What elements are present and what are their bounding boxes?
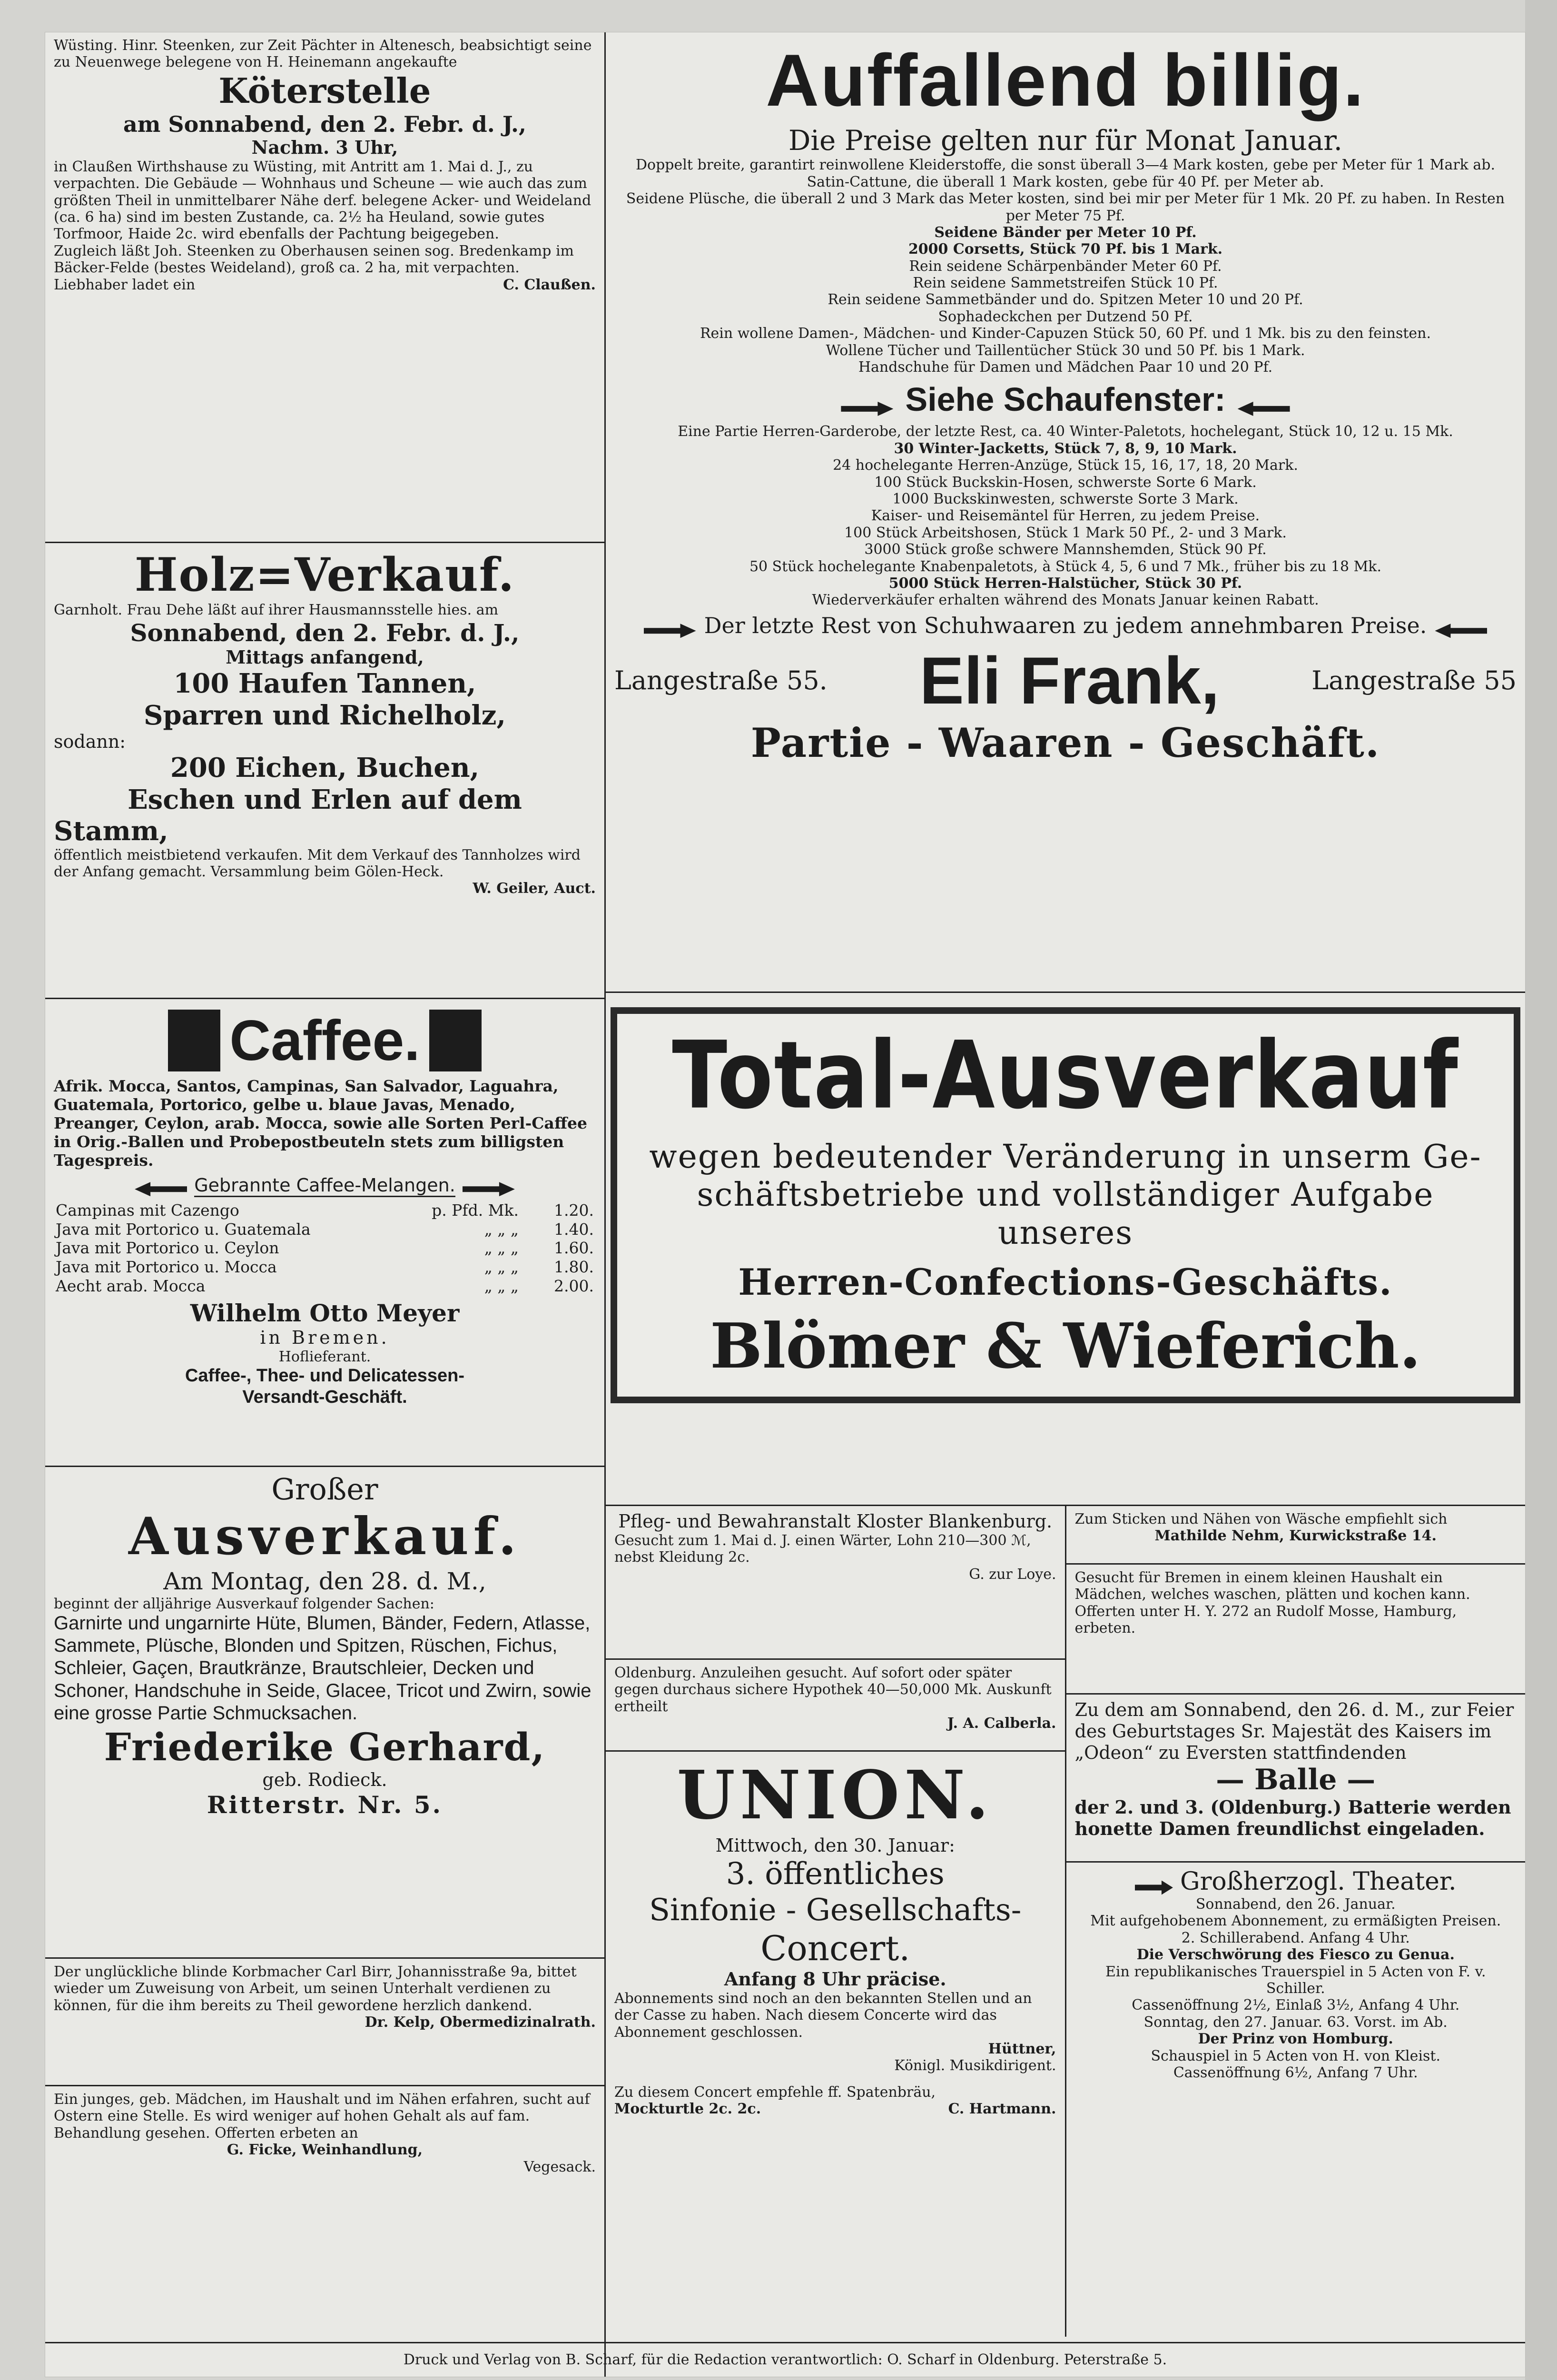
theater-l1: Mit aufgehobenem Abonnement, zu ermäßigten Preisen. <box>1090 1913 1501 1930</box>
pointing-hand-right-icon <box>1135 1881 1173 1895</box>
theater-title1: Die Verschwörung des Fiesco zu Genua. <box>1136 1946 1455 1964</box>
caffee-bar-left <box>168 1010 220 1071</box>
pointing-hand-left-icon <box>135 1182 187 1196</box>
ausverkauf-pre: Großer <box>271 1472 378 1507</box>
caffee-tag2: Versandt-Geschäft. <box>242 1387 407 1408</box>
caffee-ditto: „ „ „ <box>484 1239 519 1258</box>
koeterstelle-headline: Köterstelle <box>218 70 431 111</box>
billig-line2: Kaiser- und Reisemäntel für Herren, zu jedem Preise. <box>871 507 1260 525</box>
left-column <box>45 32 606 2377</box>
union-extra-sign-left: Mockturtle 2c. 2c. <box>614 2101 761 2118</box>
ad-bremen <box>1066 1565 1526 1695</box>
total-line3: Herren-Confections-Geschäfts. <box>738 1261 1393 1304</box>
ausverkauf-firm: Friederike Gerhard, <box>104 1724 546 1769</box>
caffee-item-name: Aecht arab. Mocca <box>56 1276 206 1295</box>
caffee-item-price: 1.40. <box>554 1220 594 1239</box>
ausverkauf-headline: Ausverkauf. <box>128 1507 522 1567</box>
newspaper-page <box>45 32 1525 2377</box>
caffee-item-name: Java mit Portorico u. Guatemala <box>56 1220 311 1239</box>
koeterstelle-sign-right: C. Claußen. <box>503 276 596 293</box>
balle-intro: Zu dem am Sonnabend, den 26. d. M., zur Feier des Geburtstages Sr. Majestät des Kaisers im „Odeon“ zu Eversten stattfindenden <box>1074 1699 1514 1763</box>
theater-headline: Großherzogl. Theater. <box>1180 1867 1457 1896</box>
ad-koeterstelle <box>45 32 604 543</box>
koeterstelle-time: Nachm. 3 Uhr, <box>251 137 398 158</box>
ad-total-ausverkauf <box>606 1007 1525 1506</box>
sticken-sign: Mathilde Nehm, Kurwickstraße 14. <box>1154 1527 1437 1545</box>
caffee-item-price: 1.80. <box>554 1257 594 1276</box>
holz-body: öffentlich meistbietend verkaufen. Mit dem Verkauf des Tannholzes wird der Anfang gemacht. Versammlung beim Gölen-Heck. <box>54 846 581 881</box>
maedchen-sign: G. Ficke, Weinhandlung, <box>227 2142 423 2159</box>
billig-line2: 24 hochelegante Herren-Anzüge, Stück 15, 16, 17, 18, 20 Mark. <box>833 457 1298 474</box>
caffee-price-table <box>54 1201 596 1295</box>
caffee-row <box>54 1258 596 1277</box>
pflege-body: Gesucht zum 1. Mai d. J. einen Wärter, Lohn 210—300 ℳ, nebst Kleidung 2c. <box>614 1532 1031 1566</box>
billig-line2: Eine Partie Herren-Garderobe, der letzte Rest, ca. 40 Winter-Paletots, hochelegant, Stück 10, 12 u. 15 Mk. <box>678 423 1453 440</box>
ausverkauf-date: Am Montag, den 28. d. M., <box>163 1567 486 1595</box>
union-l2: Sinfonie - Gesellschafts- <box>649 1892 1022 1928</box>
holz-intro: Garnholt. Frau Dehe läßt auf ihrer Hausmannsstelle hies. am <box>54 602 499 619</box>
ad-caffee <box>45 999 604 1467</box>
imprint-footer: Druck und Verlag von B. Scharf, für die Redaction verantwortlich: O. Scharf in Oldenburg. Peterstraße 5. <box>45 2342 1525 2377</box>
right-lower-left <box>606 1506 1066 2337</box>
caffee-body: Afrik. Mocca, Santos, Campinas, San Salvador, Laguahra, Guatemala, Portorico, gelbe u. blaue Javas, Menado, Preanger, Ceylon, arab. Mocca, sowie alle Sorten Perl-Caffee in Orig.-Ballen und Probepostbeuteln stets zum billigsten Tagespreis. <box>54 1077 588 1170</box>
ad-maedchen <box>45 2086 604 2180</box>
theater-l7: Cassenöffnung 6½, Anfang 7 Uhr. <box>1173 2064 1418 2081</box>
caffee-bar-right <box>429 1010 482 1071</box>
billig-tag: Partie - Waaren - Geschäft. <box>750 719 1380 766</box>
caffee-row <box>54 1239 596 1258</box>
right-lower-right <box>1066 1506 1526 2337</box>
caffee-item-name: Campinas mit Cazengo <box>56 1201 239 1220</box>
ausverkauf-intro: beginnt der alljährige Ausverkauf folgender Sachen: <box>54 1595 434 1612</box>
pointing-hand-right-icon <box>644 624 696 638</box>
billig-line: Rein seidene Sammetbänder und do. Spitzen Meter 10 und 20 Pf. <box>828 291 1303 308</box>
birr-body: Der unglückliche blinde Korbmacher Carl Birr, Johannisstraße 9a, bittet wieder um Zuweisung von Arbeit, um seinen Unterhalt verdienen zu können, für die ihm bereits zu Theil gewordene herzlich dankend. <box>54 1964 577 2014</box>
sticken-body: Zum Sticken und Nähen von Wäsche empfiehlt sich <box>1074 1511 1448 1527</box>
ad-pflege <box>606 1506 1065 1660</box>
union-sign2: Königl. Musikdirigent. <box>894 2057 1056 2074</box>
total-line2: schäftsbetriebe und vollständiger Aufgabe unseres <box>697 1176 1434 1252</box>
union-l3: Concert. <box>760 1928 910 1969</box>
billig-line: Wollene Tücher und Taillentücher Stück 30 und 50 Pf. bis 1 Mark. <box>826 342 1305 359</box>
theater-l6: Schauspiel in 5 Acten von H. von Kleist. <box>1151 2047 1440 2064</box>
pflege-sign: G. zur Loye. <box>969 1566 1056 1583</box>
hypothek-body: Oldenburg. Anzuleihen gesucht. Auf sofort oder später gegen durchaus sichere Hypothek 40—50,000 Mk. Auskunft ertheilt <box>614 1665 1052 1715</box>
billig-line2: 50 Stück hochelegante Knabenpaletots, à Stück 4, 5, 6 und 7 Mk., früher bis zu 18 Mk. <box>749 558 1382 575</box>
koeterstelle-date: am Sonnabend, den 2. Febr. d. J., <box>123 111 527 137</box>
billig-line: Handschuhe für Damen und Mädchen Paar 10 und 20 Pf. <box>858 359 1273 376</box>
koeterstelle-extra: Zugleich läßt Joh. Steenken zu Oberhausen seinen sog. Bredenkamp im Bäcker-Felde (bestes Weideland), groß ca. 2 ha, mit verpachten. <box>54 242 574 277</box>
union-time: Anfang 8 Uhr präcise. <box>724 1968 946 1990</box>
caffee-firm: Wilhelm Otto Meyer <box>190 1299 460 1328</box>
bremen-body: Gesucht für Bremen in einem kleinen Haushalt ein Mädchen, welches waschen, plätten und kochen kann. Offerten unter H. Y. 272 an Rudolf Mosse, Hamburg, erbeten. <box>1074 1569 1470 1637</box>
caffee-row <box>54 1277 596 1296</box>
holz-line3: sodann: <box>54 731 126 752</box>
caffee-sub: Gebrannte Caffee-Melangen. <box>194 1175 455 1197</box>
ad-birr <box>45 1959 604 2086</box>
billig-line: Satin-Cattune, die überall 1 Mark kosten, gebe für 40 Pf. per Meter ab. <box>807 173 1324 190</box>
holz-line1: 100 Haufen Tannen, <box>173 668 476 700</box>
billig-line: 2000 Corsetts, Stück 70 Pf. bis 1 Mark. <box>908 241 1223 258</box>
total-firm: Blömer & Wieferich. <box>710 1309 1421 1382</box>
pointing-hand-left-icon <box>1238 402 1290 416</box>
pointing-hand-left-icon <box>1435 624 1487 638</box>
union-l1: 3. öffentliches <box>726 1856 945 1892</box>
billig-line2: 100 Stück Arbeitshosen, Stück 1 Mark 50 Pf., 2- und 3 Mark. <box>844 524 1287 541</box>
right-column <box>606 32 1525 2377</box>
billig-list2 <box>614 423 1517 608</box>
billig-line: Seidene Bänder per Meter 10 Pf. <box>934 224 1197 241</box>
union-sign: Hüttner, <box>988 2041 1056 2057</box>
holz-sign: W. Geiler, Auct. <box>473 880 596 897</box>
caffee-item-price: 1.20. <box>554 1201 594 1220</box>
billig-line: Rein seidene Schärpenbänder Meter 60 Pf. <box>909 258 1222 275</box>
koeterstelle-sign-left: Liebhaber ladet ein <box>54 276 196 293</box>
caffee-item-price: 1.60. <box>554 1239 594 1258</box>
holz-line5: Eschen und Erlen auf dem <box>128 783 522 815</box>
billig-line2: 100 Stück Buckskin-Hosen, schwerste Sorte 6 Mark. <box>874 474 1257 491</box>
balle-headline: — Balle — <box>1216 1763 1376 1797</box>
billig-headline: Auffallend billig. <box>766 39 1365 121</box>
holz-line2: Sparren und Richelholz, <box>144 699 506 731</box>
billig-sub: Die Preise gelten nur für Monat Januar. <box>788 124 1343 157</box>
right-lower-grid <box>606 1506 1525 2337</box>
caffee-title: Hoflieferant. <box>278 1348 371 1365</box>
union-extra-sign: C. Hartmann. <box>948 2101 1056 2118</box>
balle-body: der 2. und 3. (Oldenburg.) Batterie werden honette Damen freundlichst eingeladen. <box>1074 1796 1511 1840</box>
billig-line: Doppelt breite, garantirt reinwollene Kleiderstoffe, die sonst überall 3—4 Mark kosten, gebe per Meter für 1 Mark ab. <box>635 157 1496 174</box>
caffee-row <box>54 1220 596 1239</box>
caffee-row <box>54 1201 596 1220</box>
caffee-ditto: „ „ „ <box>484 1220 519 1239</box>
caffee-item-name: Java mit Portorico u. Ceylon <box>56 1239 279 1258</box>
maedchen-place: Vegesack. <box>523 2158 596 2175</box>
ad-theater <box>1066 1863 1526 2086</box>
billig-line2: Wiederverkäufer erhalten während des Monats Januar keinen Rabatt. <box>812 592 1319 609</box>
holz-headline: Holz=Verkauf. <box>134 548 515 602</box>
theater-l3: Ein republikanisches Trauerspiel in 5 Acten von F. v. Schiller. <box>1105 1963 1486 1997</box>
billig-addr2: Langestraße 55 <box>1311 665 1517 696</box>
holz-line6: Stamm, <box>54 815 168 847</box>
hypothek-sign: J. A. Calberla. <box>947 1715 1056 1732</box>
union-date: Mittwoch, den 30. Januar: <box>715 1835 955 1856</box>
ad-union <box>606 1752 1065 2122</box>
billig-line: Rein wollene Damen-, Mädchen- und Kinder-Capuzen Stück 50, 60 Pf. und 1 Mk. bis zu den feinsten. <box>700 325 1431 342</box>
caffee-tag1: Caffee-, Thee- und Delicatessen- <box>185 1366 465 1386</box>
billig-line2: 3000 Stück große schwere Mannshemden, Stück 90 Pf. <box>864 541 1267 558</box>
caffee-item-name: Java mit Portorico u. Mocca <box>56 1257 277 1276</box>
billig-list <box>614 157 1517 376</box>
caffee-unit: p. Pfd. Mk. <box>432 1201 519 1220</box>
theater-l5: Sonntag, den 27. Januar. 63. Vorst. im Ab. <box>1143 2013 1448 2031</box>
caffee-city: in Bremen. <box>260 1327 390 1349</box>
billig-schaufenster: Siehe Schaufenster: <box>905 381 1226 418</box>
billig-line: Seidene Plüsche, die überall 2 und 3 Mark das Meter kosten, sind bei mir per Meter für 1 Mk. 20 Pf. zu haben. In Resten per Meter 75 Pf. <box>626 190 1505 224</box>
ad-holz <box>45 543 604 999</box>
birr-sign: Dr. Kelp, Obermedizinalrath. <box>365 2014 596 2031</box>
union-body: Abonnements sind noch an den bekannten Stellen und an der Casse zu haben. Nach diesem Concerte wird das Abonnement geschlossen. <box>614 1990 1032 2041</box>
union-extra: Zu diesem Concert empfehle ff. Spatenbräu, <box>614 2083 936 2101</box>
theater-title2: Der Prinz von Homburg. <box>1198 2031 1393 2048</box>
theater-l4: Cassenöffnung 2½, Einlaß 3½, Anfang 4 Uhr. <box>1132 1997 1460 2014</box>
total-headline: Total-Ausverkauf <box>672 1021 1459 1130</box>
billig-line: Rein seidene Sammetstreifen Stück 10 Pf. <box>913 275 1218 292</box>
ad-sticken <box>1066 1506 1526 1565</box>
koeterstelle-body: in Claußen Wirthshause zu Wüsting, mit Antritt am 1. Mai d. J., zu verpachten. Die Gebäude — Wohnhaus und Scheune — wie auch das zum größten Theil in unmittelbarer Nähe derf. belegene Acker- und Weideland (ca. 6 ha) sind im besten Zustande, ca. 2½ ha Heuland, sowie gutes Torfmoor, Haide 2c. wird ebenfalls der Pachtung beigegeben. <box>54 158 591 243</box>
billig-line2: 30 Winter-Jacketts, Stück 7, 8, 9, 10 Mark. <box>894 440 1237 457</box>
pflege-title: Pfleg- und Bewahranstalt Kloster Blankenburg. <box>618 1511 1053 1532</box>
billig-line: Sophadeckchen per Dutzend 50 Pf. <box>938 308 1193 325</box>
billig-line2: 1000 Buckskinwesten, schwerste Sorte 3 Mark. <box>892 490 1239 507</box>
billig-addr: Langestraße 55. <box>614 665 828 696</box>
ad-ausverkauf <box>45 1467 604 1959</box>
billig-schuh: Der letzte Rest von Schuhwaaren zu jedem annehmbaren Preise. <box>704 612 1427 638</box>
koeterstelle-intro: Wüsting. Hinr. Steenken, zur Zeit Pächter in Altenesch, beabsichtigt seine zu Neuenwege belegene von H. Heinemann angekaufte <box>54 37 592 71</box>
pointing-hand-right-icon <box>841 402 893 416</box>
caffee-item-price: 2.00. <box>554 1276 594 1295</box>
holz-time: Mittags anfangend, <box>226 646 424 668</box>
maedchen-body: Ein junges, geb. Mädchen, im Haushalt und im Nähen erfahren, sucht auf Ostern eine Stelle. Es wird weniger auf hohen Gehalt als auf fam. Behandlung gesehen. Offerten erbeten an <box>54 2091 590 2142</box>
holz-date: Sonnabend, den 2. Febr. d. J., <box>130 618 520 647</box>
holz-line4: 200 Eichen, Buchen, <box>170 752 480 784</box>
union-headline: UNION. <box>677 1756 994 1835</box>
theater-date: Sonnabend, den 26. Januar. <box>1195 1896 1396 1913</box>
ausverkauf-born: geb. Rodieck. <box>262 1769 387 1791</box>
total-line1: wegen bedeutender Veränderung in unserm Ge- <box>649 1138 1482 1176</box>
billig-line2: 5000 Stück Herren-Halstücher, Stück 30 Pf. <box>888 575 1242 592</box>
ad-eli-frank <box>606 32 1525 993</box>
total-frame <box>611 1007 1520 1403</box>
billig-firm: Eli Frank, <box>919 643 1220 718</box>
page-edge <box>1525 0 1557 2380</box>
pointing-hand-right-icon <box>463 1182 515 1196</box>
ad-hypothek <box>606 1660 1065 1752</box>
caffee-ditto: „ „ „ <box>484 1257 519 1276</box>
ad-balle <box>1066 1695 1526 1863</box>
ausverkauf-body: Garnirte und ungarnirte Hüte, Blumen, Bänder, Federn, Atlasse, Sammete, Plüsche, Blonden und Spitzen, Rüschen, Fichus, Schleier, Gaçen, Brautkränze, Brautschleier, Decken und Schoner, Handschuhe in Seide, Glacee, Tricot und Zwirn, sowie eine grosse Partie Schmucksachen. <box>54 1612 591 1724</box>
theater-l2: 2. Schillerabend. Anfang 4 Uhr. <box>1181 1929 1410 1946</box>
ausverkauf-street: Ritterstr. Nr. 5. <box>207 1791 443 1819</box>
caffee-headline: Caffee. <box>229 1009 420 1072</box>
caffee-ditto: „ „ „ <box>484 1276 519 1295</box>
